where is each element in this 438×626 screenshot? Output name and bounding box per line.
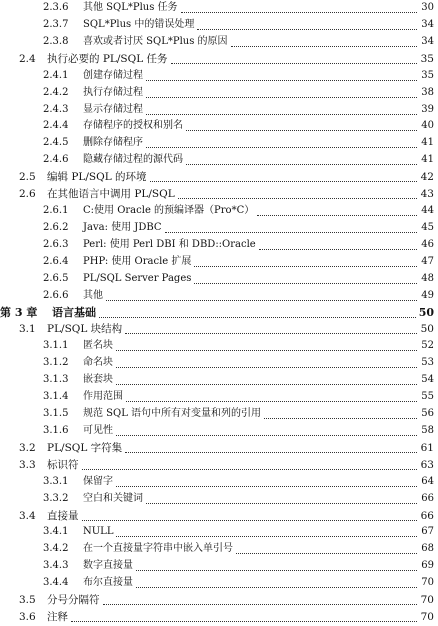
toc-entry [0,202,434,220]
toc-entry [0,574,434,592]
toc-entry-number: 3.1.2 [43,357,69,369]
toc-entry-page: 42 [420,171,434,184]
dot-leader [116,535,417,537]
toc-entry-title: 语言基础 [52,305,96,319]
toc-entry-title: 其他 SQL*Plus 任务 [83,2,178,13]
toc-entry-number: 3.4.2 [43,543,69,555]
toc-entry [0,591,434,609]
toc-entry-title: 编辑 PL/SQL 的环境 [47,171,147,184]
toc-entry-title: 注释 [47,611,68,624]
toc-entry-number: 2.3.8 [43,35,69,47]
toc-entry-page: 70 [420,594,434,607]
toc-entry-page: 53 [421,357,434,369]
toc-entry [0,0,434,17]
dot-leader [116,434,417,436]
dot-leader [197,28,417,30]
toc-entry-page: 40 [421,120,434,132]
toc-entry-number: 3.3.2 [43,492,69,504]
toc-entry-title: 空白和关键词 [83,492,143,504]
toc-entry-number: 2.6.5 [43,272,69,284]
toc-entry-title: NULL [83,526,114,538]
toc-entry [0,439,434,457]
toc-entry-page: 70 [421,577,434,589]
toc-entry-page: 67 [421,526,434,538]
toc-entry [0,337,434,355]
toc-entry-title: C:使用 Oracle 的预编译器（Pro*C） [83,205,255,217]
dot-leader [116,366,417,368]
toc-entry [0,557,434,575]
toc-entry-title: 作用范围 [83,391,123,403]
toc-entry-title: 嵌套块 [83,374,113,386]
toc-entry-number: 3.2 [19,441,36,454]
toc-entry-number: 2.4 [19,52,36,65]
dot-leader [257,214,417,216]
toc-entry-page: 54 [421,374,434,386]
dot-leader [146,146,417,148]
toc-entry-page: 68 [421,543,434,555]
toc-entry-title: 显示存储过程 [83,103,143,115]
toc-entry [0,270,434,288]
toc-entry-page: 55 [421,391,434,403]
toc-entry [0,473,434,491]
toc-entry [0,507,434,525]
toc-entry-page: 47 [421,255,434,267]
toc-entry-page: 66 [420,509,434,522]
dot-leader [136,586,417,588]
toc-entry [0,236,434,254]
toc-entry-page: 50 [420,323,434,336]
toc-entry-number: 3.1.1 [43,340,69,352]
toc-entry-title: Perl: 使用 Perl DBI 和 DBD::Oracle [83,238,256,250]
toc-entry-page: 44 [421,205,434,217]
dot-leader [106,299,417,301]
toc-entry-number: 2.4.2 [43,86,69,98]
dot-leader [82,468,418,470]
toc-entry-title: 可见性 [83,424,113,436]
toc-entry-title: 其他 [83,289,103,301]
toc-entry [0,320,434,338]
dot-leader [116,383,417,385]
toc-entry [0,134,434,152]
toc-entry-title: 布尔直接量 [83,577,133,589]
toc-entry-page: 34 [421,18,434,30]
toc-entry-page: 45 [421,221,434,233]
toc-entry-title: 匿名块 [83,340,113,352]
toc-entry-page: 34 [421,35,434,47]
dot-leader [126,400,417,402]
dot-leader [71,620,417,622]
toc-entry-title: 保留字 [83,475,113,487]
dot-leader [194,265,417,267]
toc-entry-title: 直接量 [47,509,79,522]
toc-entry-title: 规范 SQL 语句中所有对变量和列的引用 [83,408,262,420]
dot-leader [186,163,417,165]
dot-leader [99,316,416,318]
toc-entry-page: 69 [421,560,434,572]
toc-entry-title: Java: 使用 JDBC [83,221,162,233]
toc-entry-title: 在其他语言中调用 PL/SQL [47,188,175,201]
toc-entry-page: 35 [420,52,434,65]
toc-entry-page: 70 [420,611,434,624]
toc-entry-title: PL/SQL 字符集 [47,441,123,454]
toc-entry-title: SQL*Plus 中的错误处理 [83,18,195,30]
toc-entry-title: PHP: 使用 Oracle 扩展 [83,255,192,267]
toc-entry-page: 58 [421,424,434,436]
toc-entry-title: 分号分隔符 [47,594,100,607]
toc-entry-page: 41 [421,154,434,166]
toc-entry-number: 2.4.4 [43,120,69,132]
toc-entry-page: 63 [420,458,434,471]
toc-entry-page: 41 [421,137,434,149]
dot-leader [150,180,417,182]
toc-entry-title: 创建存储过程 [83,69,143,81]
toc-entry-page: 35 [421,69,434,81]
toc-entry-page: 50 [418,305,434,319]
toc-entry-title: 标识符 [47,458,79,471]
toc-entry-number: 3.1.5 [43,408,69,420]
dot-leader [146,79,417,81]
toc-entry-number: 2.4.5 [43,137,69,149]
dot-leader [125,451,417,453]
toc-entry-title: 喜欢或者讨厌 SQL*Plus 的原因 [83,35,228,47]
toc-entry-page: 66 [421,492,434,504]
toc-entry-number: 2.6.2 [43,221,69,233]
dot-leader [146,96,417,98]
dot-leader [136,569,417,571]
toc-entry [0,67,434,85]
toc-entry-page: 49 [421,289,434,301]
toc-entry-number: 3.4 [19,509,36,522]
toc-entry [0,405,434,423]
dot-leader [125,332,417,334]
toc-entry-title: 在一个直接量字符串中嵌入单引号 [83,543,233,555]
dot-leader [82,519,418,521]
toc-entry-page: 61 [420,441,434,454]
toc-entry-number: 2.6.4 [43,255,69,267]
toc-entry-number: 3.1.3 [43,374,69,386]
dot-leader [194,282,417,284]
toc-entry-page: 38 [421,86,434,98]
toc-entry [0,101,434,119]
dot-leader [264,417,417,419]
toc-entry-title: 命名块 [83,357,113,369]
toc-entry-number: 2.4.3 [43,103,69,115]
toc-entry [0,608,434,626]
toc-entry [0,354,434,372]
toc-entry [0,287,434,305]
dot-leader [259,248,417,250]
toc-entry [0,84,434,102]
toc-entry-title: 执行存储过程 [83,86,143,98]
toc-entry [0,168,434,186]
toc-entry [0,540,434,558]
toc-entry [0,16,434,34]
dot-leader [231,45,417,47]
toc-entry [0,185,434,203]
dot-leader [171,62,417,64]
toc-entry-title: 隐藏存储过程的源代码 [83,154,183,166]
toc-entry-number: 2.5 [19,171,36,184]
toc-entry-number: 3.3 [19,458,36,471]
toc-entry [0,371,434,389]
toc-entry-number: 2.6.3 [43,238,69,250]
toc-entry-page: 52 [421,340,434,352]
toc-entry-title: 执行必要的 PL/SQL 任务 [47,52,168,65]
toc-entry-page: 43 [420,188,434,201]
toc-entry-number: 3.6 [19,611,36,624]
dot-leader [116,349,417,351]
toc-entry [0,490,434,508]
dot-leader [181,11,417,13]
toc-entry-title: 删除存储程序 [83,137,143,149]
dot-leader [103,603,418,605]
toc-entry-number: 3.5 [19,594,36,607]
toc-entry [0,219,434,237]
toc-entry [0,304,434,322]
toc-entry [0,422,434,440]
toc-entry [0,456,434,474]
toc-entry-number: 2.6 [19,188,36,201]
toc-entry-number: 3.1.6 [43,424,69,436]
toc-entry-number: 2.4.6 [43,154,69,166]
toc-entry-number: 3.4.4 [43,577,69,589]
toc-entry-title: PL/SQL Server Pages [83,272,192,284]
dot-leader [178,197,417,199]
toc-entry-title: 存储程序的授权和别名 [83,120,183,132]
dot-leader [116,485,417,487]
toc-entry [0,523,434,541]
toc-entry-page: 30 [421,2,434,13]
toc-entry-number: 3.3.1 [43,475,69,487]
toc-entry-number: 第 3 章 [0,305,38,319]
toc-entry-number: 2.3.7 [43,18,69,30]
toc-entry [0,151,434,169]
toc-entry-number: 3.1 [19,323,36,336]
toc-entry [0,117,434,135]
toc-entry-number: 2.4.1 [43,69,69,81]
toc-entry-number: 2.6.6 [43,289,69,301]
toc-entry-number: 2.3.6 [43,2,69,13]
toc-entry-page: 46 [421,238,434,250]
toc-entry-page: 56 [421,408,434,420]
toc-entry-page: 64 [421,475,434,487]
toc-entry-number: 2.6.1 [43,205,69,217]
dot-leader [146,113,417,115]
dot-leader [186,129,417,131]
toc-entry [0,253,434,271]
toc-entry-title: PL/SQL 块结构 [47,323,123,336]
toc-entry [0,33,434,51]
toc-entry-title: 数字直接量 [83,560,133,572]
toc-entry [0,50,434,68]
toc-entry [0,388,434,406]
dot-leader [236,552,417,554]
toc-entry-page: 39 [421,103,434,115]
toc-entry-page: 48 [421,272,434,284]
dot-leader [165,231,417,233]
dot-leader [146,502,417,504]
toc-entry-number: 3.4.3 [43,560,69,572]
toc-entry-number: 3.1.4 [43,391,69,403]
toc-entry-number: 3.4.1 [43,526,69,538]
